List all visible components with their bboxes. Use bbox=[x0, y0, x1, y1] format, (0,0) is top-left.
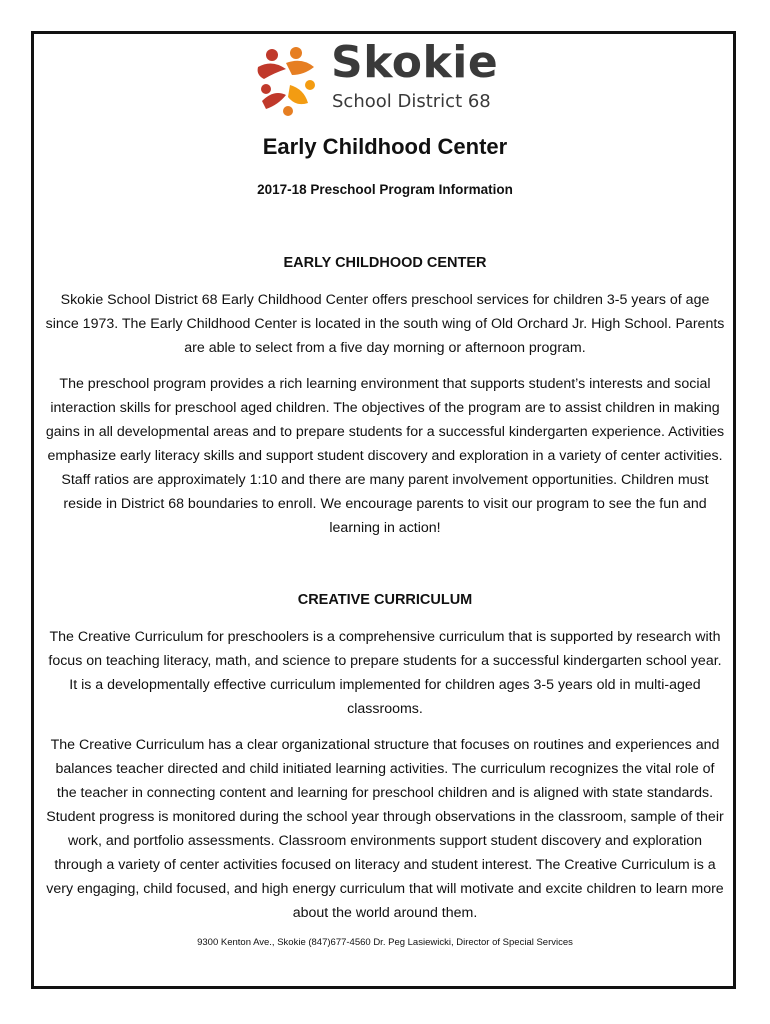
paragraph-ecc-intro: Skokie School District 68 Early Childhood Center offers preschool services for children 3-5 years of age since 1973. The Early Childhood Center is located in the south wing of Old Orchard Jr. High School. Parents are able to select from a five day morning or afternoon program. bbox=[45, 292, 725, 356]
figures-logo-icon bbox=[252, 45, 324, 117]
page-subtitle: 2017-18 Preschool Program Information bbox=[257, 182, 513, 197]
logo-name: Skokie bbox=[331, 37, 499, 88]
paragraph-curriculum-intro: The Creative Curriculum for preschoolers is a comprehensive curriculum that is supported by research with focus on teaching literacy, math, and science to prepare students for a successful kindergarten school year. It is a developmentally effective curriculum implemented for children ages 3-5 years old in multi-aged classrooms. bbox=[48, 629, 722, 717]
district-logo bbox=[252, 37, 522, 117]
footer-contact: 9300 Kenton Ave., Skokie (847)677-4560 Dr. Peg Lasiewicki, Director of Special Services bbox=[197, 937, 573, 948]
paragraph-ecc-program: The preschool program provides a rich learning environment that supports student’s interests and social interaction skills for preschool aged children. The objectives of the program are to assist children in making gains in all developmental areas and to prepare students for a successful kindergarten experience. Activities emphasize early literacy skills and support student discovery and exploration in a variety of center activities. Staff ratios are approximately 1:10 and there are many parent involvement opportunities. Children must reside in District 68 boundaries to enroll. We encourage parents to visit our program to see the fun and learning in action! bbox=[45, 376, 725, 536]
section-heading-ecc: EARLY CHILDHOOD CENTER bbox=[283, 255, 487, 271]
paragraph-curriculum-structure: The Creative Curriculum has a clear organizational structure that focuses on routines and experiences and balances teacher directed and child initiated learning activities. The curriculum recognizes the vital role of the teacher in connecting content and learning for preschool children and is aligned with state standards. Student progress is monitored during the school year through observations in the classroom, sample of their work, and portfolio assessments. Classroom environments support student discovery and exploration through a variety of center activities focused on literacy and student interest. The Creative Curriculum is a very engaging, child focused, and high energy curriculum that will motivate and excite children to learn more about the world around them. bbox=[46, 737, 724, 921]
page-title: Early Childhood Center bbox=[262, 134, 508, 159]
logo-subtitle: School District 68 bbox=[332, 91, 491, 112]
section-heading-curriculum: CREATIVE CURRICULUM bbox=[297, 592, 473, 608]
